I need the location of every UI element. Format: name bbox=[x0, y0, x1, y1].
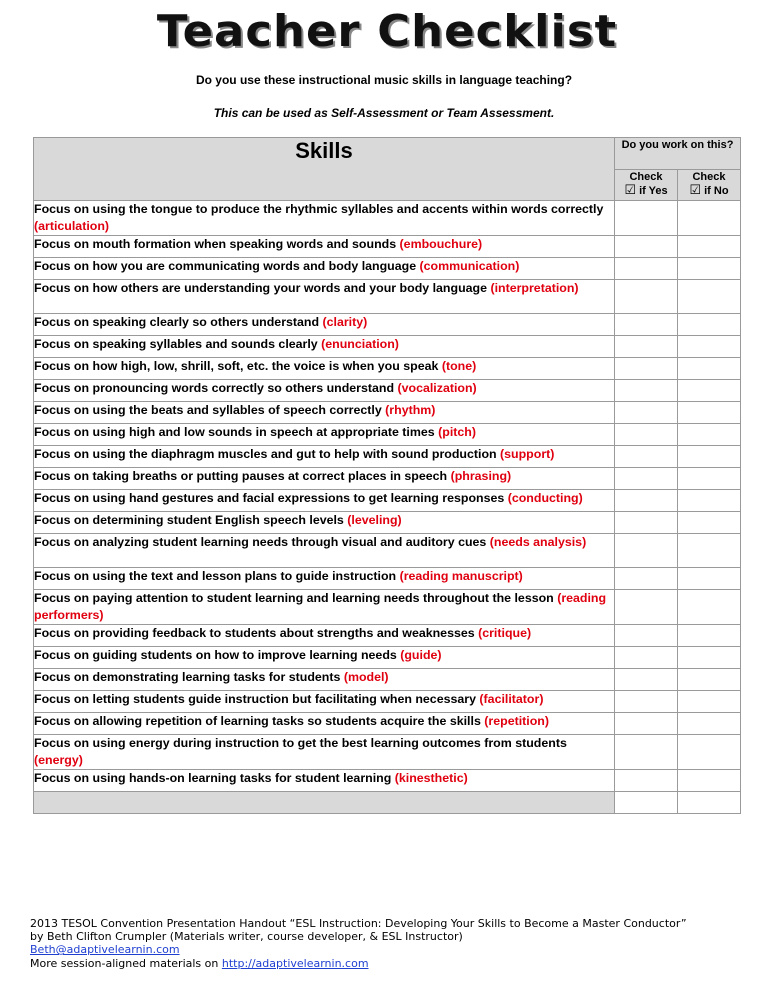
skill-term: (kinesthetic) bbox=[394, 771, 468, 785]
skill-term: (leveling) bbox=[347, 513, 402, 527]
skill-text: Focus on determining student English speech levels bbox=[34, 513, 348, 527]
check-no-cell[interactable] bbox=[678, 512, 741, 534]
check-no-cell[interactable] bbox=[678, 258, 741, 280]
skill-term: (needs analysis) bbox=[489, 535, 587, 549]
skill-cell bbox=[34, 691, 615, 713]
blank-check-cell[interactable] bbox=[615, 792, 678, 814]
check-yes-cell[interactable] bbox=[615, 236, 678, 258]
footer-presentation: 2013 TESOL Convention Presentation Handout “ESL Instruction: Developing Your Skills to Become a Master Conductor” bbox=[30, 917, 687, 930]
skill-text: Focus on letting students guide instruction but facilitating when necessary bbox=[34, 692, 480, 706]
table-row bbox=[34, 358, 741, 380]
skill-term: (communication) bbox=[419, 259, 520, 273]
check-no-cell[interactable] bbox=[678, 358, 741, 380]
skill-term: (model) bbox=[343, 670, 389, 684]
skill-term: (interpretation) bbox=[490, 281, 579, 295]
skill-cell bbox=[34, 402, 615, 424]
check-yes-cell[interactable] bbox=[615, 625, 678, 647]
if-yes-label: if Yes bbox=[639, 184, 668, 197]
table-row bbox=[34, 468, 741, 490]
skill-cell bbox=[34, 625, 615, 647]
skill-cell bbox=[34, 490, 615, 512]
skill-text: Focus on allowing repetition of learning tasks so students acquire the skills bbox=[34, 714, 485, 728]
check-yes-cell[interactable] bbox=[615, 490, 678, 512]
skill-text: Focus on guiding students on how to improve learning needs bbox=[34, 648, 401, 662]
check-no-cell[interactable] bbox=[678, 735, 741, 770]
check-no-cell[interactable] bbox=[678, 468, 741, 490]
check-no-cell[interactable] bbox=[678, 669, 741, 691]
table-row bbox=[34, 402, 741, 424]
check-no-cell[interactable] bbox=[678, 380, 741, 402]
check-yes-cell[interactable] bbox=[615, 258, 678, 280]
table-row bbox=[34, 669, 741, 691]
table-row bbox=[34, 336, 741, 358]
skill-cell bbox=[34, 258, 615, 280]
check-no-header bbox=[678, 169, 741, 201]
check-yes-cell[interactable] bbox=[615, 446, 678, 468]
skill-cell bbox=[34, 512, 615, 534]
table-row bbox=[34, 568, 741, 590]
check-no-cell[interactable] bbox=[678, 446, 741, 468]
check-no-cell[interactable] bbox=[678, 336, 741, 358]
check-yes-cell[interactable] bbox=[615, 534, 678, 568]
table-row bbox=[34, 590, 741, 625]
table-row bbox=[34, 490, 741, 512]
skill-cell bbox=[34, 314, 615, 336]
skill-term: (reading manuscript) bbox=[399, 569, 523, 583]
skill-cell bbox=[34, 735, 615, 770]
check-no-label: Check bbox=[692, 170, 726, 183]
footer-email-link[interactable]: Beth@adaptivelearnin.com bbox=[30, 943, 180, 957]
blank-skill-cell bbox=[34, 792, 615, 814]
footer-more-materials bbox=[30, 957, 760, 970]
skill-cell bbox=[34, 446, 615, 468]
table-row bbox=[34, 512, 741, 534]
check-yes-cell[interactable] bbox=[615, 358, 678, 380]
skill-text: Focus on speaking clearly so others understand bbox=[34, 315, 323, 329]
check-yes-cell[interactable] bbox=[615, 314, 678, 336]
table-row bbox=[34, 280, 741, 314]
skills-header: Skills bbox=[34, 138, 615, 201]
check-yes-cell[interactable] bbox=[615, 424, 678, 446]
check-no-cell[interactable] bbox=[678, 402, 741, 424]
check-no-cell[interactable] bbox=[678, 691, 741, 713]
check-no-cell[interactable] bbox=[678, 280, 741, 314]
footer bbox=[30, 917, 760, 970]
check-no-cell[interactable] bbox=[678, 201, 741, 236]
skill-text: Focus on paying attention to student learning and learning needs throughout the lesson bbox=[34, 591, 558, 605]
table-row bbox=[34, 236, 741, 258]
skill-term: (guide) bbox=[400, 648, 442, 662]
check-yes-header bbox=[615, 169, 678, 201]
check-yes-cell[interactable] bbox=[615, 512, 678, 534]
page-title-text: Teacher Checklist bbox=[156, 6, 618, 57]
table-row bbox=[34, 380, 741, 402]
skill-text: Focus on using the diaphragm muscles and gut to help with sound production bbox=[34, 447, 501, 461]
table-row bbox=[34, 647, 741, 669]
footer-more-text: More session-aligned materials on bbox=[30, 956, 222, 970]
skill-term: (enunciation) bbox=[321, 337, 399, 351]
check-yes-cell[interactable] bbox=[615, 201, 678, 236]
table-row bbox=[34, 770, 741, 792]
skill-term: (pitch) bbox=[438, 425, 476, 439]
check-yes-cell[interactable] bbox=[615, 468, 678, 490]
check-no-cell[interactable] bbox=[678, 647, 741, 669]
skill-term: (energy) bbox=[34, 753, 83, 767]
skill-text: Focus on using the text and lesson plans to guide instruction bbox=[34, 569, 400, 583]
table-row bbox=[34, 424, 741, 446]
table-row bbox=[34, 258, 741, 280]
table-row bbox=[34, 625, 741, 647]
check-no-cell[interactable] bbox=[678, 625, 741, 647]
skill-text: Focus on using high and low sounds in speech at appropriate times bbox=[34, 425, 439, 439]
work-on-header: Do you work on this? bbox=[615, 138, 741, 170]
skill-cell bbox=[34, 568, 615, 590]
skill-text: Focus on using the tongue to produce the rhythmic syllables and accents within words correctly bbox=[34, 202, 604, 216]
check-no-cell[interactable] bbox=[678, 490, 741, 512]
skill-term: (support) bbox=[500, 447, 555, 461]
skill-cell bbox=[34, 236, 615, 258]
blank-check-cell[interactable] bbox=[678, 792, 741, 814]
skill-text: Focus on using hands-on learning tasks for student learning bbox=[34, 771, 395, 785]
check-yes-cell[interactable] bbox=[615, 336, 678, 358]
skill-text: Focus on providing feedback to students about strengths and weaknesses bbox=[34, 626, 479, 640]
skill-term: (vocalization) bbox=[397, 381, 477, 395]
skill-term: (rhythm) bbox=[385, 403, 436, 417]
skill-term: (phrasing) bbox=[450, 469, 512, 483]
table-row bbox=[34, 735, 741, 770]
skill-text: Focus on using energy during instruction to get the best learning outcomes from students bbox=[34, 736, 567, 750]
skill-text: Focus on mouth formation when speaking words and sounds bbox=[34, 237, 400, 251]
skill-term: (facilitator) bbox=[479, 692, 544, 706]
skill-term: (repetition) bbox=[484, 714, 549, 728]
skill-cell bbox=[34, 669, 615, 691]
check-no-cell[interactable] bbox=[678, 590, 741, 625]
check-yes-cell[interactable] bbox=[615, 735, 678, 770]
skill-term: (conducting) bbox=[507, 491, 583, 505]
check-yes-cell[interactable] bbox=[615, 590, 678, 625]
skill-cell bbox=[34, 358, 615, 380]
check-no-cell[interactable] bbox=[678, 314, 741, 336]
checkbox-icon: ☑ bbox=[689, 182, 702, 198]
check-yes-cell[interactable] bbox=[615, 691, 678, 713]
blank-row bbox=[34, 792, 741, 814]
check-yes-cell[interactable] bbox=[615, 280, 678, 314]
check-no-cell[interactable] bbox=[678, 568, 741, 590]
check-no-cell[interactable] bbox=[678, 424, 741, 446]
skill-term: (articulation) bbox=[34, 219, 110, 233]
skill-text: Focus on taking breaths or putting pauses at correct places in speech bbox=[34, 469, 451, 483]
footer-author: by Beth Clifton Crumpler (Materials writer, course developer, & ESL Instructor) bbox=[30, 930, 463, 944]
skill-cell bbox=[34, 713, 615, 735]
skill-text: Focus on speaking syllables and sounds clearly bbox=[34, 337, 322, 351]
skill-cell bbox=[34, 280, 615, 314]
check-no-cell[interactable] bbox=[678, 236, 741, 258]
table-row bbox=[34, 314, 741, 336]
skill-term: (reading performers) bbox=[34, 591, 607, 622]
check-no-cell[interactable] bbox=[678, 770, 741, 792]
checkbox-icon: ☑ bbox=[624, 182, 637, 198]
skill-text: Focus on how others are understanding your words and your body language bbox=[34, 281, 491, 295]
subtitle: Do you use these instructional music skills in language teaching? bbox=[195, 73, 573, 87]
table-row bbox=[34, 691, 741, 713]
table-row bbox=[34, 201, 741, 236]
skill-text: Focus on demonstrating learning tasks for students bbox=[34, 670, 344, 684]
skill-cell bbox=[34, 647, 615, 669]
checklist-rows bbox=[34, 201, 741, 814]
check-no-cell[interactable] bbox=[678, 534, 741, 568]
check-yes-cell[interactable] bbox=[615, 568, 678, 590]
if-no-label: if No bbox=[704, 184, 729, 197]
check-yes-label: Check bbox=[629, 170, 663, 183]
skill-term: (clarity) bbox=[322, 315, 368, 329]
skill-term: (critique) bbox=[478, 626, 532, 640]
footer-website-link[interactable]: http://adaptivelearnin.com bbox=[221, 956, 369, 970]
skill-cell bbox=[34, 468, 615, 490]
skill-text: Focus on how you are communicating words and body language bbox=[34, 259, 420, 273]
skill-term: (embouchure) bbox=[399, 237, 483, 251]
skill-text: Focus on using hand gestures and facial expressions to get learning responses bbox=[34, 491, 508, 505]
skill-cell bbox=[34, 590, 615, 625]
check-yes-cell[interactable] bbox=[615, 770, 678, 792]
skill-cell bbox=[34, 534, 615, 568]
skill-text: Focus on pronouncing words correctly so others understand bbox=[34, 381, 398, 395]
page-title bbox=[86, 8, 688, 56]
check-yes-cell[interactable] bbox=[615, 713, 678, 735]
skill-text: Focus on using the beats and syllables of speech correctly bbox=[34, 403, 386, 417]
checklist-table bbox=[33, 137, 741, 814]
table-row bbox=[34, 534, 741, 568]
skill-cell bbox=[34, 336, 615, 358]
check-no-cell[interactable] bbox=[678, 713, 741, 735]
check-yes-cell[interactable] bbox=[615, 669, 678, 691]
skill-cell bbox=[34, 770, 615, 792]
check-yes-cell[interactable] bbox=[615, 402, 678, 424]
subtitle-assessment: This can be used as Self-Assessment or Team Assessment. bbox=[213, 106, 555, 120]
skill-text: Focus on how high, low, shrill, soft, etc. the voice is when you speak bbox=[34, 359, 442, 373]
check-yes-cell[interactable] bbox=[615, 647, 678, 669]
table-row bbox=[34, 446, 741, 468]
table-row bbox=[34, 713, 741, 735]
skill-cell bbox=[34, 380, 615, 402]
skill-text: Focus on analyzing student learning needs through visual and auditory cues bbox=[34, 535, 490, 549]
skill-cell bbox=[34, 201, 615, 236]
check-yes-cell[interactable] bbox=[615, 380, 678, 402]
skill-term: (tone) bbox=[441, 359, 477, 373]
skill-cell bbox=[34, 424, 615, 446]
